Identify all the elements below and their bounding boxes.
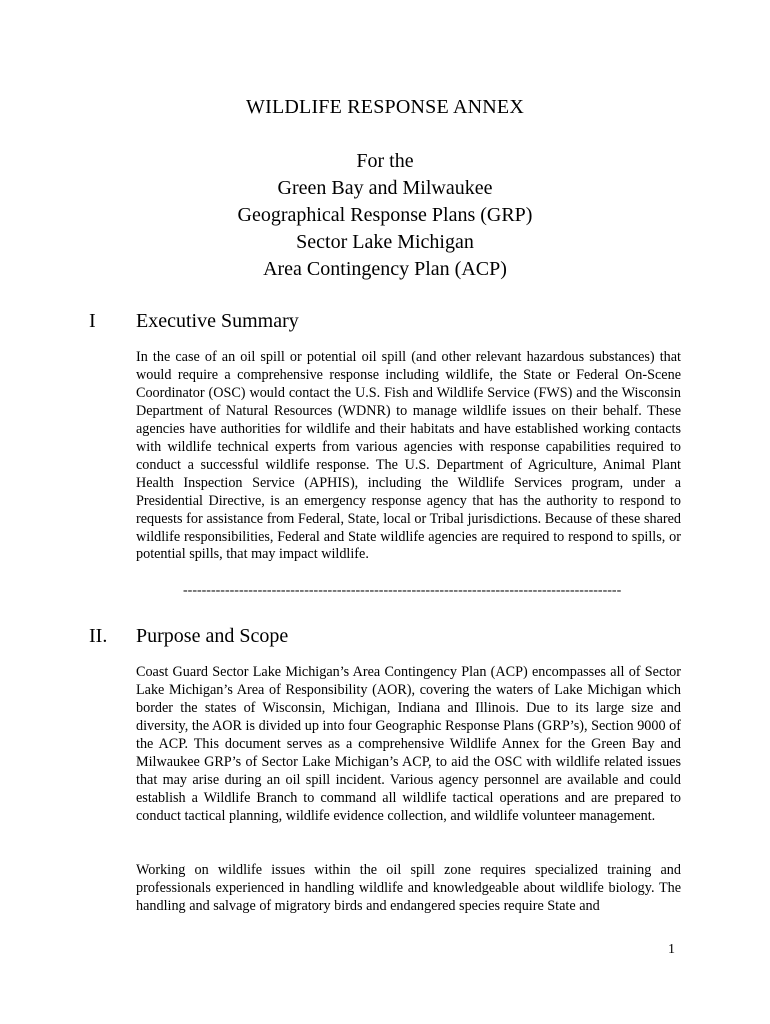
- document-subtitle: [0, 148, 770, 283]
- subtitle-line: For the: [356, 150, 414, 172]
- paragraph: Working on wildlife issues within the oil spill zone requires specialized training and professionals experienced in handling wildlife and knowledgeable about wildlife biology. The handling and salvage of migratory birds and endangered species require State and: [136, 862, 681, 914]
- subtitle-line: Area Contingency Plan (ACP): [263, 258, 507, 280]
- subtitle-line: Sector Lake Michigan: [296, 231, 474, 253]
- section-number: I: [89, 310, 96, 332]
- section-divider: ----------------------------------------------------------------------------------------------: [183, 583, 622, 598]
- page-number: 1: [668, 942, 675, 957]
- subtitle-line: Geographical Response Plans (GRP): [237, 204, 533, 226]
- document-title: WILDLIFE RESPONSE ANNEX: [246, 96, 524, 118]
- subtitle-line: Green Bay and Milwaukee: [277, 177, 493, 199]
- paragraph: Coast Guard Sector Lake Michigan’s Area Contingency Plan (ACP) encompasses all of Sector Lake Michigan’s Area of Responsibility (AOR), covering the waters of Lake Michigan which border the states of Wisconsin, Michigan, Indiana and Illinois. Due to its large size and diversity, the AOR is divided up into four Geographic Response Plans (GRP’s), Section 9000 of the ACP. This document serves as a comprehensive Wildlife Annex for the Green Bay and Milwaukee GRP’s of Sector Lake Michigan’s ACP, to aid the OSC with wildlife related issues that may arise during an oil spill incident. Various agency personnel are available and could establish a Wildlife Branch to command all wildlife tactical operations and are prepared to conduct tactical planning, wildlife evidence collection, and wildlife volunteer management.: [136, 664, 681, 824]
- section-heading-executive-summary: Executive Summary: [136, 310, 299, 332]
- section-heading-purpose-and-scope: Purpose and Scope: [136, 625, 289, 647]
- paragraph: In the case of an oil spill or potential oil spill (and other relevant hazardous substances) that would require a comprehensive response including wildlife, the State or Federal On-Scene Coordinator (OSC) would contact the U.S. Fish and Wildlife Service (FWS) and the Wisconsin Department of Natural Resources (WDNR) to manage wildlife issues on their behalf. These agencies have authorities for wildlife and their habitats and have established working contacts with wildlife technical experts from various agencies with response capabilities required to conduct a successful wildlife response. The U.S. Department of Agriculture, Animal Plant Health Inspection Service (APHIS), including the Wildlife Services program, under a Presidential Directive, is an emergency response agency that has the authority to respond to requests for assistance from Federal, State, local or Tribal jurisdictions. Because of these shared wildlife responsibilities, Federal and State wildlife agencies are required to respond to spills, or potential spills, that may impact wildlife.: [136, 349, 681, 563]
- section-number: II.: [89, 625, 108, 647]
